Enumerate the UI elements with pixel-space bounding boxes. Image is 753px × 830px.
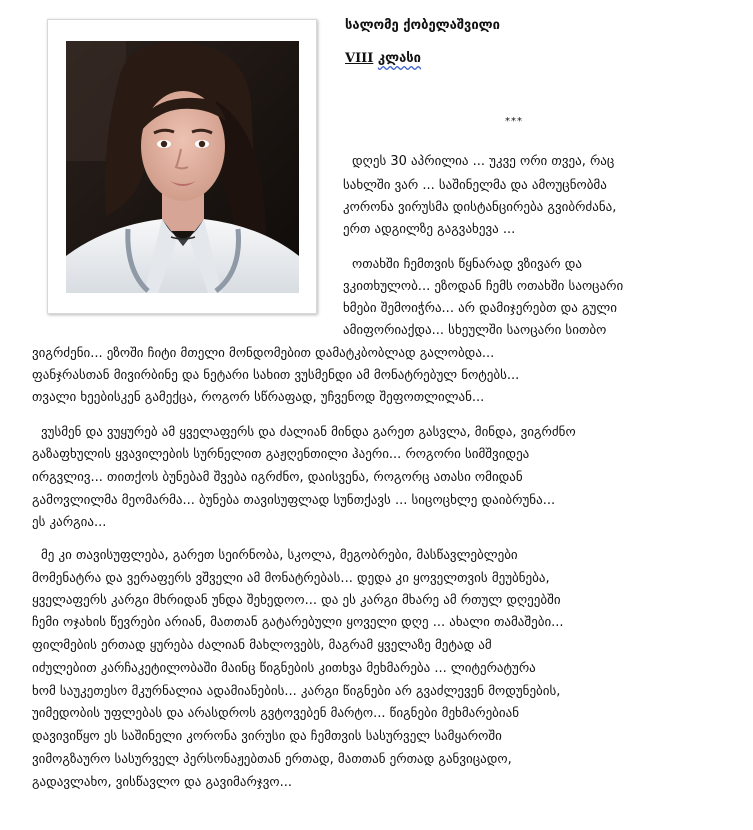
paragraph-1-line-1: დღეს 30 აპრილია ... უკვე ორი თვეა, რაც: [352, 154, 615, 169]
paragraph-4-line-2: მომენატრა და ვერაფერს ვშველი ამ მონატრებას... დედა კი ყოველთვის მეუბნება,: [32, 571, 550, 586]
paragraph-4-line-10: ვიმოგზაურო სასურველ პერსონაჟებთან ერთად, მათთან ერთად განვიცადო,: [32, 752, 512, 767]
author-name: სალომე ქობელაშვილი: [345, 18, 500, 33]
section-separator: ***: [505, 116, 523, 127]
paragraph-4-line-6: იძულებით კარჩაკეტილობაში მაინც წიგნების კითხვა მეხმარება ... ლიტერატურა: [32, 661, 536, 676]
paragraph-4-line-11: გადავლახო, ვისწავლო და გავიმარჯვო...: [32, 775, 292, 790]
paragraph-2-line-7: თვალი ხეებისკენ გამექცა, როგორ სწრაფად, უჩვენოდ შეფოთლილან...: [32, 390, 485, 405]
paragraph-2-line-6: ფანჯრასთან მივირბინე და ნეტარი სახით ვუსმენდი ამ მონატრებულ ნოტებს...: [32, 368, 520, 383]
paragraph-1-line-3: კორონა ვირუსმა დისტანცირება გვიბრძანა,: [343, 200, 617, 215]
paragraph-3-line-4: გამოვლილმა მეომარმა... ბუნება თავისუფლად სუნთქავს ... სიცოცხლე დაიბრუნა...: [32, 493, 556, 508]
paragraph-4-line-3: ყველაფერს კარგი მხრიდან უნდა შეხედოო... და ეს კარგი მხარე ამ რთულ დღეებში: [32, 593, 561, 608]
paragraph-3-line-2: გაზაფხულის ყვავილების სურნელით გაჟღენთილი ჰაერი... როგორი სიმშვიდეა: [32, 447, 530, 462]
paragraph-4-line-7: ხომ საუკეთესო მკურნალია ადამიანების... კარგი წიგნები არ გვაძლევენ მოდუნების,: [32, 684, 561, 699]
paragraph-2-line-5: ვიგრძენი... ეზოში ჩიტი მთელი მონდომებით დამატკბობლად გალობდა...: [32, 346, 495, 361]
paragraph-1-line-4: ერთ ადგილზე გაგვახევა ...: [343, 222, 516, 237]
paragraph-2-line-2: ვკითხულობ... ეზოდან ჩემს ოთახში საოცარი: [343, 279, 624, 294]
paragraph-2-line-1: ოთახში ჩემთვის წყნარად ვზივარ და: [352, 257, 582, 272]
paragraph-3-line-3: ირგვლივ... თითქოს ბუნებამ შვება იგრძნო, დაისვენა, როგორც ათასი ომიდან: [32, 470, 523, 485]
grade-numeral: VIII: [345, 51, 374, 66]
paragraph-4-line-9: დავივიწყო ეს საშინელი კორონა ვირუსი და ჩემთვის სასურველ სამყაროში: [32, 729, 502, 744]
paragraph-3-line-5: ეს კარგია...: [32, 515, 107, 530]
grade-word: კლასი: [377, 51, 421, 66]
paragraph-4-line-4: ჩემი ოჯახის წევრები არიან, მათთან გატარებული ყოველი დღე ... ახალი თამაშები...: [32, 615, 564, 630]
paragraph-1-line-2: სახლში ვარ ... საშინელმა და ამოუცნობმა: [343, 178, 607, 193]
paragraph-4-line-5: ფილმების ერთად ყურება ძალიან მახლოვებს, მაგრამ ყველაზე მეტად ამ: [32, 638, 492, 653]
paragraph-2-line-3: ხმები შემოიჭრა... არ დამიჯერებთ და გული: [343, 301, 617, 316]
paragraph-4-line-8: უიმედობის უფლებას და არასდროს გვტოვებენ მარტო... წიგნები მეხმარებიან: [32, 706, 520, 721]
paragraph-2-line-4: ამიფორიაქდა... სხეულში საოცარი სითბო: [343, 323, 607, 338]
paragraph-3-line-1: ვუსმენ და ვუყურებ ამ ყველაფერს და ძალიან მინდა გარეთ გასვლა, მინდა, ვიგრძნო: [41, 425, 576, 440]
paragraph-4-line-1: მე კი თავისუფლება, გარეთ სეირნობა, სკოლა, მეგობრები, მასწავლებლები: [41, 548, 518, 563]
